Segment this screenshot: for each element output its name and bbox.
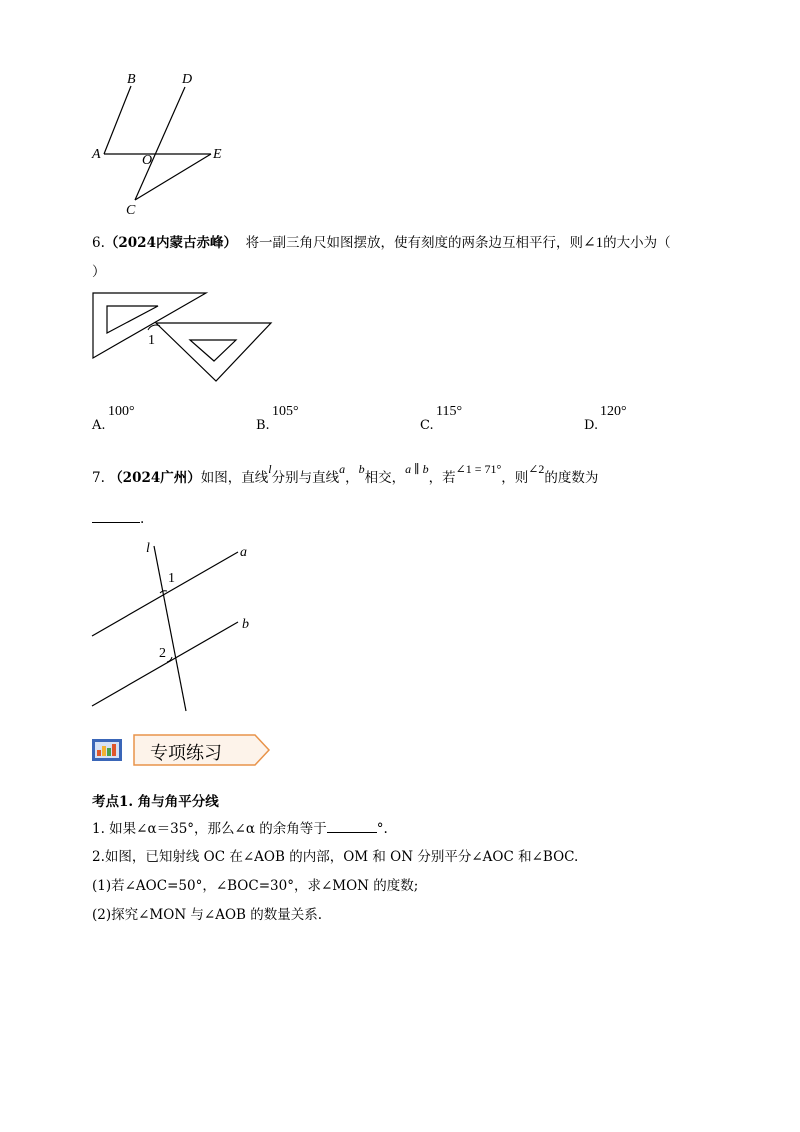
q7-text2: 分别与直线: [271, 470, 340, 486]
point-1-title: 考点1. 角与角平分线: [92, 794, 219, 810]
question-6: [92, 233, 671, 253]
q7-a: a: [339, 462, 346, 476]
problem-1-text: 1. 如果∠α＝35°，那么∠α 的余角等于: [92, 821, 327, 837]
label-O: O: [142, 153, 153, 168]
q7-angle2: ∠2: [528, 462, 545, 476]
q7-source: （2024广州）: [109, 470, 201, 486]
q6-text: 将一副三角尺如图摆放，使有刻度的两条边互相平行，则: [245, 235, 584, 251]
section-icon: [92, 739, 122, 761]
option-D-value: 120°: [600, 404, 627, 419]
q7-answer-line: [92, 508, 144, 529]
q6-angle: ∠1: [583, 235, 604, 251]
figure-set-squares: [88, 288, 278, 388]
q7-text4: ，若: [428, 470, 456, 486]
figure-label-1: 1: [168, 571, 175, 586]
q6-source: （2024内蒙古赤峰）: [104, 235, 237, 251]
figure-parallel-lines: [88, 536, 278, 716]
q7-blank-tail: .: [140, 511, 145, 527]
q7-text5: ，则: [501, 470, 529, 486]
figure-label-l: l: [146, 541, 150, 556]
option-A[interactable]: [92, 404, 135, 433]
problem-2: 2.如图，已知射线 OC 在∠AOB 的内部，OM 和 ON 分别平分∠AOC 和∠BOC.: [92, 849, 579, 865]
problem-1-blank[interactable]: [327, 818, 377, 833]
option-B-letter: B.: [256, 418, 270, 433]
q7-parallel: a ∥ b: [405, 462, 429, 476]
q7-number: 7.: [92, 470, 105, 486]
figure-label-a: a: [240, 545, 247, 560]
q7-text6: 的度数为: [544, 470, 599, 486]
option-C-value: 115°: [436, 404, 463, 419]
q7-l: l: [268, 462, 272, 476]
q7-comma: ，: [345, 470, 359, 486]
label-C: C: [126, 203, 136, 218]
label-E: E: [213, 147, 222, 162]
q7-blank[interactable]: [92, 508, 140, 523]
option-B-value: 105°: [272, 404, 299, 419]
option-A-letter: A.: [92, 418, 106, 433]
question-7: [92, 462, 599, 488]
problem-2-part-1: (1)若∠AOC=50°，∠BOC=30°，求∠MON 的度数;: [92, 878, 419, 894]
q6-number: 6.: [92, 235, 105, 251]
figure-top-lines: [85, 70, 235, 220]
section-title: 专项练习: [150, 743, 222, 764]
option-C[interactable]: [420, 404, 463, 433]
option-C-letter: C.: [420, 418, 434, 433]
problem-1-tail: °.: [376, 821, 388, 837]
option-D[interactable]: [584, 404, 627, 433]
problem-1: [92, 817, 388, 837]
q6-close: ）: [92, 264, 106, 280]
q7-text3: 相交，: [364, 470, 406, 486]
q7-condition: ∠1 = 71°: [455, 462, 502, 476]
option-A-value: 100°: [108, 404, 135, 419]
figure-angle-1: 1: [148, 333, 155, 348]
option-B[interactable]: [256, 404, 299, 433]
q6-tail: 的大小为（: [603, 235, 671, 251]
label-D: D: [182, 72, 193, 87]
problem-2-part-2: (2)探究∠MON 与∠AOB 的数量关系.: [92, 907, 323, 923]
q7-text1: 如图，直线: [200, 470, 269, 486]
option-D-letter: D.: [584, 418, 599, 433]
figure-label-b: b: [242, 617, 249, 632]
figure-label-2: 2: [159, 646, 166, 661]
label-A: A: [92, 147, 101, 162]
label-B: B: [127, 72, 136, 87]
q7-b: b: [358, 462, 365, 476]
